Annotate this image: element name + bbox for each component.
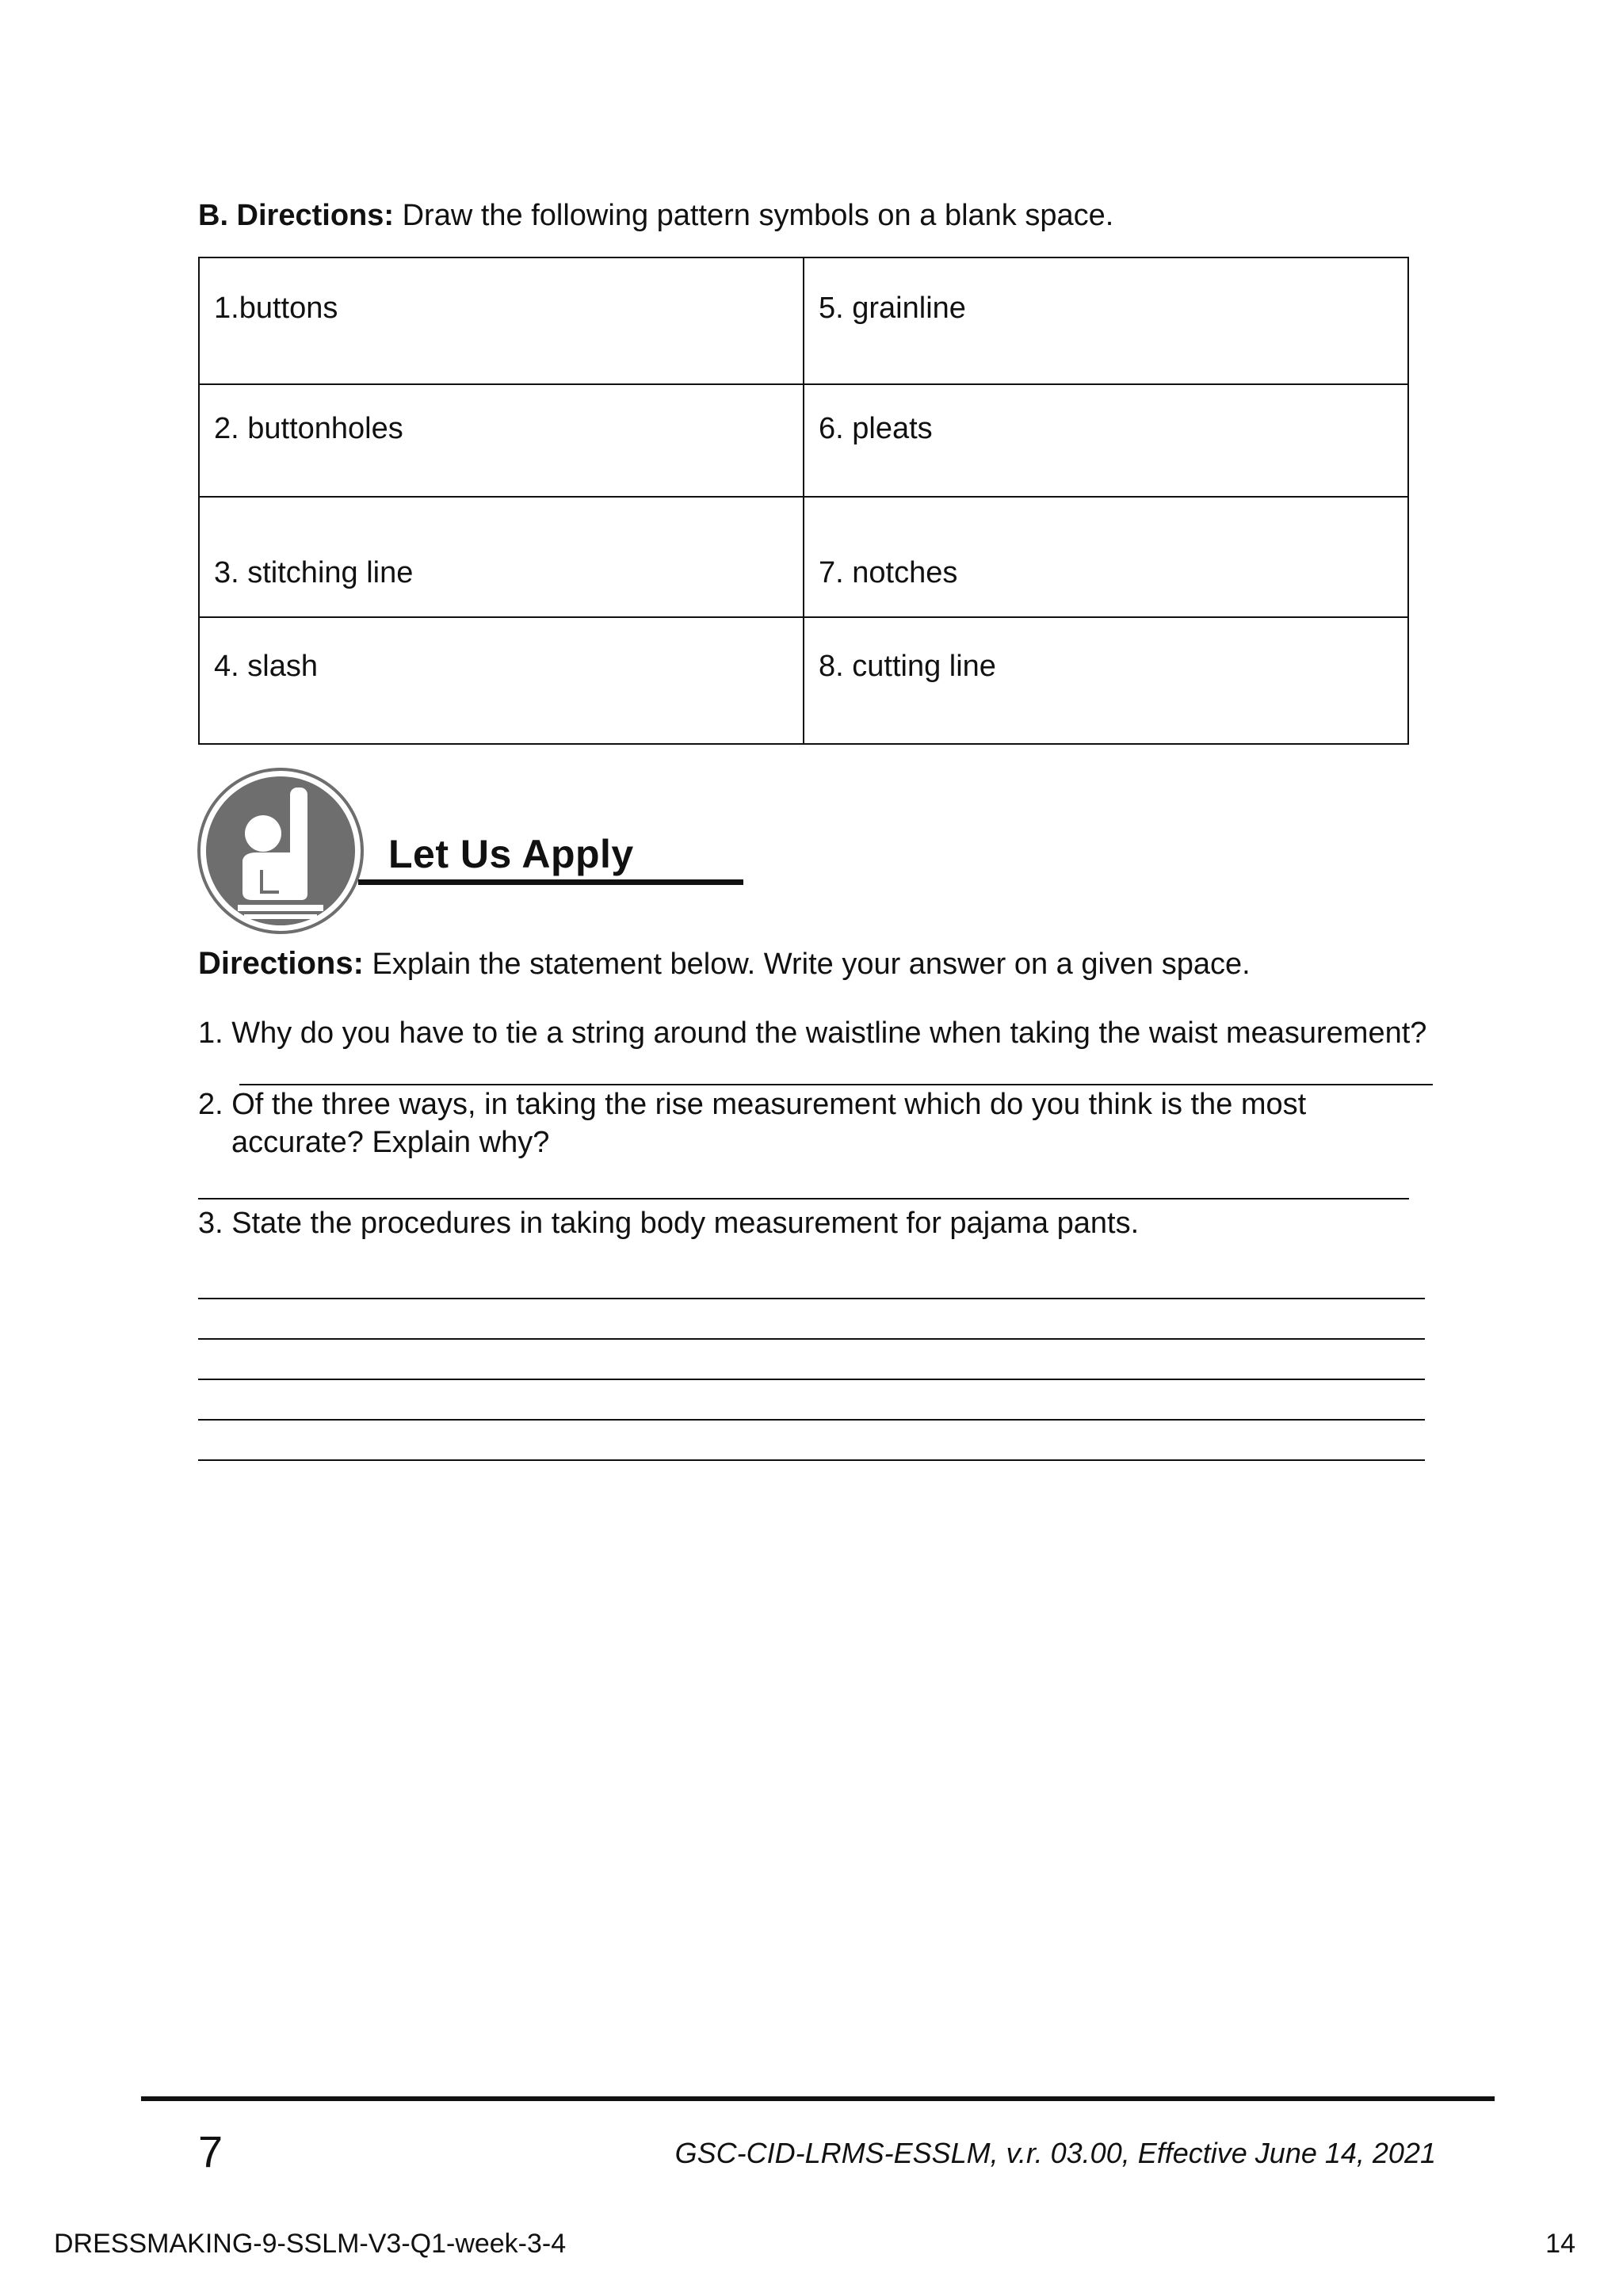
sheet-number: 14 <box>1545 2229 1575 2259</box>
raised-hand-student-icon <box>197 767 365 935</box>
question-2-line-2: accurate? Explain why? <box>231 1126 550 1159</box>
answer-line-3[interactable] <box>198 1338 1425 1340</box>
table-row <box>199 384 1408 497</box>
footer-rule <box>141 2096 1495 2101</box>
table-cell: 8. cutting line <box>804 617 1408 744</box>
apply-directions <box>198 944 1251 983</box>
apply-directions-label: Directions: <box>198 946 364 981</box>
question-3: 3. State the procedures in taking body measurement for pajama pants. <box>198 1207 1140 1240</box>
pattern-symbols-table <box>198 257 1409 745</box>
table-cell: 6. pleats <box>804 384 1408 497</box>
apply-directions-text: Explain the statement below. Write your answer on a given space. <box>363 948 1251 981</box>
answer-line-3[interactable] <box>198 1379 1425 1380</box>
table-cell: 5. grainline <box>804 257 1408 384</box>
table-cell: 7. notches <box>804 497 1408 617</box>
table-row <box>199 497 1408 617</box>
table-cell: 3. stitching line <box>199 497 804 617</box>
let-us-apply-title: Let Us Apply <box>388 832 634 876</box>
document-id: DRESSMAKING-9-SSLM-V3-Q1-week-3-4 <box>54 2229 567 2259</box>
section-b-text: Draw the following pattern symbols on a blank space. <box>394 199 1114 232</box>
table-row <box>199 617 1408 744</box>
answer-line-3[interactable] <box>198 1298 1425 1299</box>
question-1: 1. Why do you have to tie a string around the waistline when taking the waist measurement? <box>198 1016 1427 1050</box>
table-cell: 4. slash <box>199 617 804 744</box>
title-underline <box>358 879 743 885</box>
table-cell: 2. buttonholes <box>199 384 804 497</box>
document-code: GSC-CID-LRMS-ESSLM, v.r. 03.00, Effective June 14, 2021 <box>674 2137 1436 2169</box>
page-number: 7 <box>198 2126 223 2176</box>
section-b-directions <box>198 196 1113 235</box>
table-cell: 1.buttons <box>199 257 804 384</box>
section-b-label: B. Directions: <box>198 199 395 232</box>
answer-line-2[interactable] <box>198 1198 1409 1199</box>
answer-line-3[interactable] <box>198 1459 1425 1461</box>
answer-line-3[interactable] <box>198 1419 1425 1421</box>
question-2-line-1: 2. Of the three ways, in taking the rise measurement which do you think is the most <box>198 1088 1307 1121</box>
table-row <box>199 257 1408 384</box>
